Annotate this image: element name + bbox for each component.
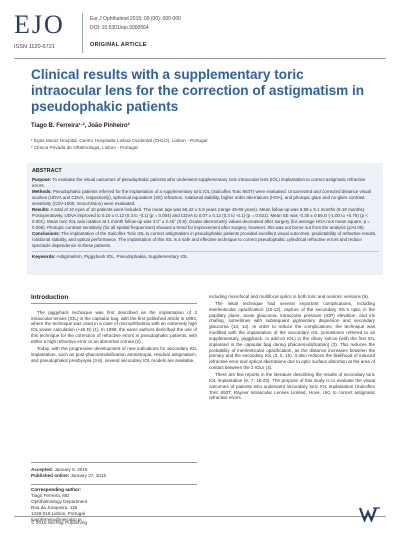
footer-rule [14, 516, 386, 517]
corr-line: Rua da Junqueira, 126 [31, 504, 78, 510]
header-rule [14, 58, 386, 59]
section-heading-introduction: Introduction [31, 294, 69, 301]
abstract-results: Results: A total of 10 eyes of 10 patients were included. The mean age was 56.42 ± 5.9 years (range 45-65 years). Mean follow-up was 6.99 ± 5.1 months (6-18 months). Postoperatively, UDVA improved to 0.10 ± 0.12 (0.3 to -0.1) (p = 0.004) and CDVA to 0.07 ± 0.12 (0.3 to -0.1) (p = 0.021). Mean SE was -0.30 ± 0.56 D (-1.00 to +0.75) (p < 0.001). Mean toric IOL axis rotation at 1 month follow-up was 3.0° ± 2.45° (0-6). Ocular aberrometry values decreased after surgery (for average HOA root mean square, p = 0.008). Photopic contrast sensitivity (for all spatial frequencies) showed a trend for improvement after surgery; however, this was not borne out from the analysis (p>0.05). [32, 207, 370, 230]
dates-rule-bottom [31, 484, 197, 485]
abstract-conclusions: Conclusions: The implantation of the Sulcoflex Toric IOL to correct astigmatism in pseudophakic patients provided excellent visual outcomes, predictability of refractive results, rotational stability, and optical performance. The implantation of this IOL is a safe and effective technique to correct pseudophakic cylindrical refractive errors and reduce spectacle dependence in these patients. [32, 230, 377, 248]
affiliation-2: ² Clínica Privada de Oftalmologia, Lisbon - Portugal [31, 145, 138, 150]
section-rule [31, 303, 197, 304]
journal-meta [90, 15, 181, 32]
affiliation-1: ¹ Egas Moniz Hospital, Centro Hospitalar Lisboa Ocidental (CHLO), Lisbon - Portugal [31, 138, 208, 143]
published-date: Published online: January 27, 2015 [31, 473, 107, 478]
body-paragraph: There are few reports in the literature describing the results of secondary toric IOL implantation (6, 7, 16-23). The purpose of this study is to evaluate the visual outcomes of patients who underwent secondary toric IOL implantation (Sulcoflex Toric 653T, Rayner Intraocular Lenses Limited, Hove, UK) to correct astigmatic refractive errors. [209, 371, 375, 401]
left-column [31, 294, 197, 364]
corr-email[interactable]: tiagoferreira@netcabo.pt [31, 516, 82, 522]
abstract-box [27, 163, 383, 275]
wichtig-w-icon [359, 506, 381, 522]
citation: Eur J Ophthalmol 2015; 00 (00): 000-000 [90, 16, 181, 22]
header-divider [82, 13, 83, 53]
journal-logo: EJO [14, 10, 65, 39]
corresponding-author-label: Corresponding author: [31, 487, 82, 492]
article-dates [31, 467, 197, 479]
keywords: Keywords: Astigmatism, Piggyback IOL, Pseudophakia, Supplementary IOL [32, 254, 188, 260]
dates-rule-top [31, 462, 197, 463]
corresponding-author [31, 487, 197, 522]
copyright: © 2015 Wichtig Publishing [31, 521, 88, 526]
issn: ISSN 1120-6721 [14, 44, 55, 50]
body-paragraph: including monofocal and multifocal optics in both toric and nontoric versions (9). [209, 294, 369, 299]
abstract-methods: Methods: Pseudophakic patients referred for the implantation of a supplementary toric IOL (Sulcoflex Toric 653T) were evaluated. Uncorrected and corrected distance visual acuities (UDVA and CDVA, respectively), spherical equivalent (SE) refraction, rotational stability, higher order aberrations (HOA), and photopic glare and no-glare contrast sensitivity (CSV-1000, VectorVision) were evaluated. [32, 189, 371, 206]
right-column [209, 294, 375, 402]
accepted-date: Accepted: January 6, 2015 [31, 467, 88, 472]
body-paragraph: The initial technique had several important complications, including interlenticular opacification (10-12), capture of the secondary IOL's optic in the papillary plane, acute glaucoma, intraocular pressure (IOP) elevation, and iris chafing, sometimes with subsequent pigmentary dispersion and secondary glaucoma (13, 14). In order to reduce the complications, the technique was modified with the implantation of the secondary IOL (sometimes referred to as supplementary, piggyback, or add-on IOL) in the ciliary sulcus (with the first IOL implanted in the capsular bag during phacoemulsification) (3). This reduces the probability of interlenticular opacification, as the distance increases between the primary and the secondary IOL (3, 5, 15). It also reduces the likelihood of induced refractive error and optical aberrations due to optic surface distortion at the area of contact between the 2 IOLs (3). [209, 300, 375, 371]
body-paragraph: The piggyback technique was first described as the implantation of 2 intraocular lenses (IOL) in the capsular bag, with the first published article in 1993, where the technique was used in a case of microphthalmia with an extremely high IOL power calculation (+46 D) (1). In 1999, the same authors described the use of this technique for the correction of refractive errors in pseudophakic patients, with either a high refractive error or an abnormal cornea (2). [31, 309, 197, 345]
journal-header [14, 10, 386, 56]
article-title: Clinical results with a supplementary toric intraocular lens for the correction of astigmatism in pseudophakic patients [31, 67, 365, 114]
article-type: ORIGINAL ARTICLE [90, 42, 147, 48]
corr-line: 1349-019 Lisbon, Portugal [31, 510, 85, 516]
abstract-divider [32, 251, 378, 252]
doi[interactable]: DOI: 10.5301/ejo.5000564 [90, 24, 149, 31]
body-paragraph: Today, with the progressive development of new indications for secondary IOL implantation, such as post-phacoemulsification ammetropia, residual astigmatism, and pseudophakic presbyopia (3-8), several secondary IOL models are available, [31, 345, 197, 363]
abstract-purpose: Purpose: To evaluate the visual outcomes of pseudophakic patients who underwent supplementary toric intraocular lens (IOL) implantation to correct astigmatic refractive errors. [32, 177, 366, 188]
abstract-heading: ABSTRACT [32, 168, 62, 174]
corr-line: Tiago Ferreira, MD [31, 492, 70, 498]
corr-line: Ophthalmology Department [31, 498, 88, 504]
authors: Tiago B. Ferreira¹·², João Pinheiro² [31, 123, 130, 129]
affiliations [31, 137, 207, 151]
